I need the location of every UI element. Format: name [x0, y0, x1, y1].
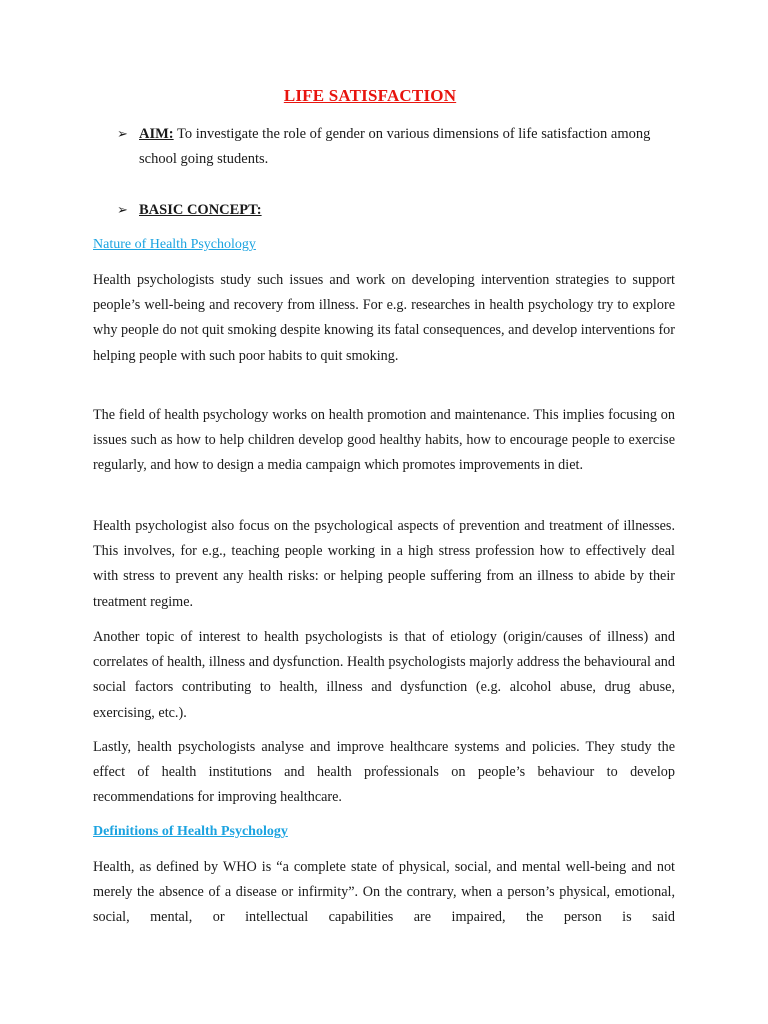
section-heading-definitions: Definitions of Health Psychology — [93, 824, 288, 839]
paragraph: Health psychologists study such issues and work on developing intervention strategies to support people’s well-being and recovery from illness. For e.g. researches in health psychology try to explore why people do not quit smoking despite knowing its fatal consequences, and develop interventions for helping people with such poor habits to quit smoking. — [93, 272, 675, 364]
paragraph: Another topic of interest to health psychologists is that of etiology (origin/causes of illness) and correlates of health, illness and dysfunction. Health psychologists majorly address the behavioural and social factors contributing to health, illness and dysfunction (e.g. alcohol abuse, drug abuse, exercising, etc.). — [93, 629, 675, 721]
paragraph: The field of health psychology works on health promotion and maintenance. This implies focusing on issues such as how to help children develop good healthy habits, how to encourage people to exercise regularly, and how to design a media campaign which promotes improvements in diet. — [93, 407, 675, 474]
arrowhead-bullet-icon: ➢ — [117, 127, 128, 142]
aim-text: To investigate the role of gender on various dimensions of life satisfaction among school going students. — [139, 126, 651, 167]
basic-concept-bullet — [117, 198, 262, 223]
aim-label: AIM: — [139, 126, 174, 142]
section-heading-nature: Nature of Health Psychology — [93, 237, 256, 252]
paragraph: Health, as defined by WHO is “a complete state of physical, social, and mental well-being and not merely the absence of a disease or infirmity”. On the contrary, when a person’s physical, emotional, social, mental, or intellectual capabilities are impaired, the person is said — [93, 859, 675, 926]
aim-text-block — [139, 122, 659, 172]
aim-bullet — [117, 122, 651, 167]
basic-concept-text-block — [139, 198, 659, 223]
paragraph: Lastly, health psychologists analyse and improve healthcare systems and policies. They study the effect of health institutions and health professionals on people’s behaviour to develop recommendations for improving healthcare. — [93, 739, 675, 806]
arrowhead-bullet-icon: ➢ — [117, 203, 128, 218]
document-title: LIFE SATISFACTION — [283, 86, 457, 105]
basic-concept-label: BASIC CONCEPT: — [139, 202, 262, 218]
paragraph: Health psychologist also focus on the psychological aspects of prevention and treatment of illnesses. This involves, for e.g., teaching people working in a high stress profession how to effectively deal with stress to prevent any health risks: or helping people suffering from an illness to abide by their treatment regime. — [93, 518, 675, 610]
